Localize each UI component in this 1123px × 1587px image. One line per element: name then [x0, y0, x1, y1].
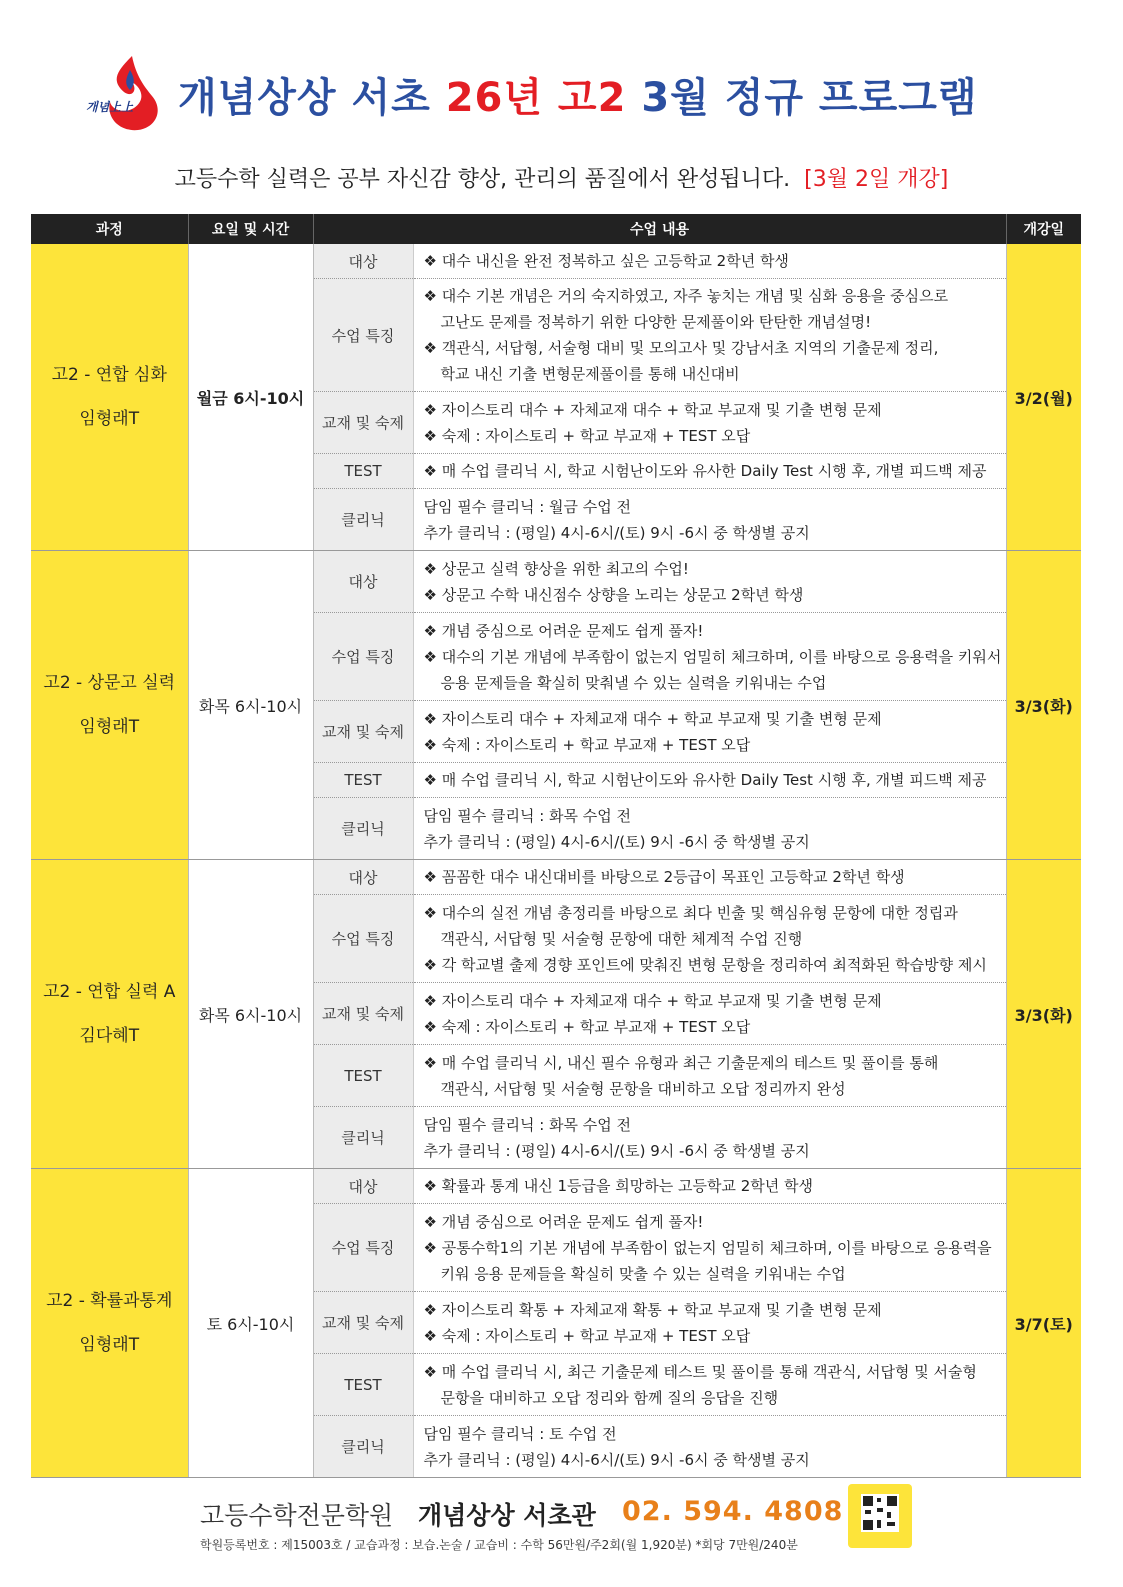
content-line: 추가 클리닉 : (평일) 4시-6시/(토) 9시 -6시 중 학생별 공지	[423, 1141, 810, 1160]
content-line: 추가 클리닉 : (평일) 4시-6시/(토) 9시 -6시 중 학생별 공지	[423, 523, 810, 542]
content-line: ❖ 개념 중심으로 어려운 문제도 쉽게 풀자!	[423, 621, 704, 640]
content-materials	[413, 701, 1006, 763]
row-label: TEST	[313, 763, 413, 798]
row-label: 교재 및 숙제	[313, 1292, 413, 1354]
content-line: ❖ 상문고 실력 향상을 위한 최고의 수업!	[423, 559, 689, 578]
course-cell	[31, 551, 188, 860]
course-name: 고2 - 연합 실력 A	[43, 982, 176, 1002]
content-features	[413, 279, 1006, 392]
table-body	[31, 244, 1081, 1478]
table-row	[31, 1169, 1081, 1204]
row-label: 수업 특징	[313, 613, 413, 701]
content-line: ❖ 숙제 : 자이스토리 + 학교 부교재 + TEST 오답	[423, 1326, 751, 1345]
row-label: TEST	[313, 1045, 413, 1107]
row-label: 클리닉	[313, 1107, 413, 1169]
content-line: ❖ 숙제 : 자이스토리 + 학교 부교재 + TEST 오답	[423, 426, 751, 445]
content-clinic	[413, 1107, 1006, 1169]
course-name: 고2 - 연합 심화	[51, 365, 167, 385]
content-line: 문항을 대비하고 오답 정리와 함께 질의 응답을 진행	[440, 1388, 779, 1407]
schedule-table	[31, 214, 1081, 1478]
header-course: 과정	[31, 214, 188, 244]
content-line: ❖ 꼼꼼한 대수 내신대비를 바탕으로 2등급이 목표인 고등학교 2학년 학생	[423, 868, 905, 886]
course-time: 월금 6시-10시	[188, 244, 313, 551]
content-line: 응용 문제들을 확실히 맞춰낼 수 있는 실력을 키워내는 수업	[440, 673, 827, 692]
content-line: ❖ 매 수업 클리닉 시, 최근 기출문제 테스트 및 풀이를 통해 객관식, 서답형 및 서술형	[423, 1362, 977, 1381]
course-cell	[31, 244, 188, 551]
qr-code-icon	[861, 1494, 899, 1532]
content-line: ❖ 자이스토리 대수 + 자체교재 대수 + 학교 부교재 및 기출 변형 문제	[423, 991, 882, 1010]
row-label: 수업 특징	[313, 1204, 413, 1292]
row-label: 클리닉	[313, 798, 413, 860]
course-cell	[31, 1169, 188, 1478]
content-line: 키워 응용 문제들을 확실히 맞출 수 있는 실력을 키워내는 수업	[440, 1264, 846, 1283]
content-line: ❖ 매 수업 클리닉 시, 학교 시험난이도와 유사한 Daily Test 시행 후, 개별 피드백 제공	[423, 462, 987, 480]
course-cell	[31, 860, 188, 1169]
content-test	[413, 1354, 1006, 1416]
content-line: ❖ 공통수학1의 기본 개념에 부족함이 없는지 엄밀히 체크하며, 이를 바탕으로 응용력을	[423, 1238, 992, 1257]
content-line: 담임 필수 클리닉 : 토 수업 전	[423, 1424, 617, 1443]
course-teacher: 임형래T	[79, 409, 140, 429]
content-line: 객관식, 서답형 및 서술형 문항을 대비하고 오답 정리까지 완성	[440, 1079, 846, 1098]
content-test	[413, 454, 1006, 489]
content-test	[413, 763, 1006, 798]
header-time: 요일 및 시간	[188, 214, 313, 244]
page-footer	[0, 1490, 1123, 1587]
academy-type: 고등수학전문학원	[200, 1501, 394, 1530]
page-subtitle: 고등수학 실력은 공부 자신감 향상, 관리의 품질에서 완성됩니다. [3월 2일 개강]	[174, 167, 949, 192]
row-label: 수업 특징	[313, 895, 413, 983]
content-features	[413, 895, 1006, 983]
header-open-date: 개강일	[1006, 214, 1081, 244]
content-line: 고난도 문제를 정복하기 위한 다양한 문제풀이와 탄탄한 개념설명!	[440, 313, 872, 331]
content-line: ❖ 각 학교별 출제 경향 포인트에 맞춰진 변형 문항을 정리하여 최적화된 학습방향 제시	[423, 955, 987, 974]
content-line: ❖ 숙제 : 자이스토리 + 학교 부교재 + TEST 오답	[423, 1017, 751, 1036]
content-materials	[413, 983, 1006, 1045]
content-line: ❖ 대수의 기본 개념에 부족함이 없는지 엄밀히 체크하며, 이를 바탕으로 응용력을 키워서	[423, 647, 1002, 666]
table-row	[31, 244, 1081, 279]
content-line: ❖ 상문고 수학 내신점수 상향을 노리는 상문고 2학년 학생	[423, 585, 804, 604]
content-target	[413, 1169, 1006, 1204]
course-time: 화목 6시-10시	[188, 551, 313, 860]
content-line: ❖ 매 수업 클리닉 시, 학교 시험난이도와 유사한 Daily Test 시행 후, 개별 피드백 제공	[423, 771, 987, 789]
open-date-notice: [3월 2일 개강]	[804, 167, 949, 192]
content-line: ❖ 자이스토리 대수 + 자체교재 대수 + 학교 부교재 및 기출 변형 문제	[423, 709, 882, 728]
content-clinic	[413, 1416, 1006, 1478]
open-date: 3/7(토)	[1006, 1169, 1081, 1478]
content-line: 추가 클리닉 : (평일) 4시-6시/(토) 9시 -6시 중 학생별 공지	[423, 1450, 810, 1469]
course-teacher: 임형래T	[79, 717, 140, 737]
content-target	[413, 860, 1006, 895]
row-label: 교재 및 숙제	[313, 983, 413, 1045]
table-row	[31, 551, 1081, 613]
course-time: 토 6시-10시	[188, 1169, 313, 1478]
content-features	[413, 1204, 1006, 1292]
content-line: ❖ 자이스토리 확통 + 자체교재 확통 + 학교 부교재 및 기출 변형 문제	[423, 1300, 882, 1319]
row-label: 교재 및 숙제	[313, 701, 413, 763]
qr-code[interactable]	[848, 1484, 912, 1548]
open-date: 3/3(화)	[1006, 860, 1081, 1169]
table-header-row	[31, 214, 1081, 244]
content-materials	[413, 392, 1006, 454]
table-row	[31, 860, 1081, 895]
open-date: 3/3(화)	[1006, 551, 1081, 860]
content-line: 담임 필수 클리닉 : 화목 수업 전	[423, 1115, 632, 1134]
row-label: 교재 및 숙제	[313, 392, 413, 454]
content-line: ❖ 확률과 통계 내신 1등급을 희망하는 고등학교 2학년 학생	[423, 1177, 813, 1195]
row-label: 대상	[313, 860, 413, 895]
content-line: 객관식, 서답형 및 서술형 문항에 대한 체계적 수업 진행	[440, 929, 803, 948]
course-name: 고2 - 확률과통계	[46, 1291, 173, 1311]
course-teacher: 김다혜T	[79, 1026, 140, 1046]
content-features	[413, 613, 1006, 701]
content-clinic	[413, 798, 1006, 860]
academy-name: 개념상상 서초관	[418, 1501, 596, 1530]
row-label: TEST	[313, 454, 413, 489]
content-line: ❖ 숙제 : 자이스토리 + 학교 부교재 + TEST 오답	[423, 735, 751, 754]
header-content: 수업 내용	[313, 214, 1006, 244]
course-teacher: 임형래T	[79, 1335, 140, 1355]
page-title: 개념상상 서초 26년 고2 3월 정규 프로그램	[178, 75, 978, 121]
row-label: TEST	[313, 1354, 413, 1416]
open-date: 3/2(월)	[1006, 244, 1081, 551]
content-line: ❖ 자이스토리 대수 + 자체교재 대수 + 학교 부교재 및 기출 변형 문제	[423, 400, 882, 419]
row-label: 대상	[313, 244, 413, 279]
logo-text: 개념上上	[86, 100, 134, 114]
content-test	[413, 1045, 1006, 1107]
content-target	[413, 551, 1006, 613]
content-line: ❖ 개념 중심으로 어려운 문제도 쉽게 풀자!	[423, 1212, 704, 1231]
content-line: 담임 필수 클리닉 : 월금 수업 전	[423, 497, 632, 516]
flame-logo-icon	[80, 52, 180, 142]
page-header	[0, 40, 1123, 150]
registration-info: 학원등록번호 : 제15003호 / 교습과정 : 보습.논술 / 교습비 : 수학 56만원/주2회(월 1,920분) *회당 7만원/240분	[200, 1538, 798, 1552]
content-line: 학교 내신 기출 변형문제풀이를 통해 내신대비	[440, 365, 740, 383]
row-label: 대상	[313, 1169, 413, 1204]
row-label: 대상	[313, 551, 413, 613]
row-label: 클리닉	[313, 489, 413, 551]
row-label: 수업 특징	[313, 279, 413, 392]
brand-logo	[80, 52, 180, 142]
content-line: ❖ 대수 내신을 완전 정복하고 싶은 고등학교 2학년 학생	[423, 252, 789, 270]
content-line: ❖ 대수 기본 개념은 거의 숙지하였고, 자주 놓치는 개념 및 심화 응용을 중심으로	[423, 287, 949, 305]
content-materials	[413, 1292, 1006, 1354]
course-time: 화목 6시-10시	[188, 860, 313, 1169]
content-target	[413, 244, 1006, 279]
row-label: 클리닉	[313, 1416, 413, 1478]
content-line: 추가 클리닉 : (평일) 4시-6시/(토) 9시 -6시 중 학생별 공지	[423, 832, 810, 851]
content-line: ❖ 대수의 실전 개념 총정리를 바탕으로 최다 빈출 및 핵심유형 문항에 대한 정립과	[423, 903, 958, 922]
phone-number[interactable]: 02. 594. 4808	[622, 1496, 844, 1527]
content-line: 담임 필수 클리닉 : 화목 수업 전	[423, 806, 632, 825]
course-name: 고2 - 상문고 실력	[43, 673, 176, 693]
content-line: ❖ 매 수업 클리닉 시, 내신 필수 유형과 최근 기출문제의 테스트 및 풀이를 통해	[423, 1053, 939, 1072]
content-line: ❖ 객관식, 서답형, 서술형 대비 및 모의고사 및 강남서초 지역의 기출문제 정리,	[423, 339, 939, 357]
content-clinic	[413, 489, 1006, 551]
